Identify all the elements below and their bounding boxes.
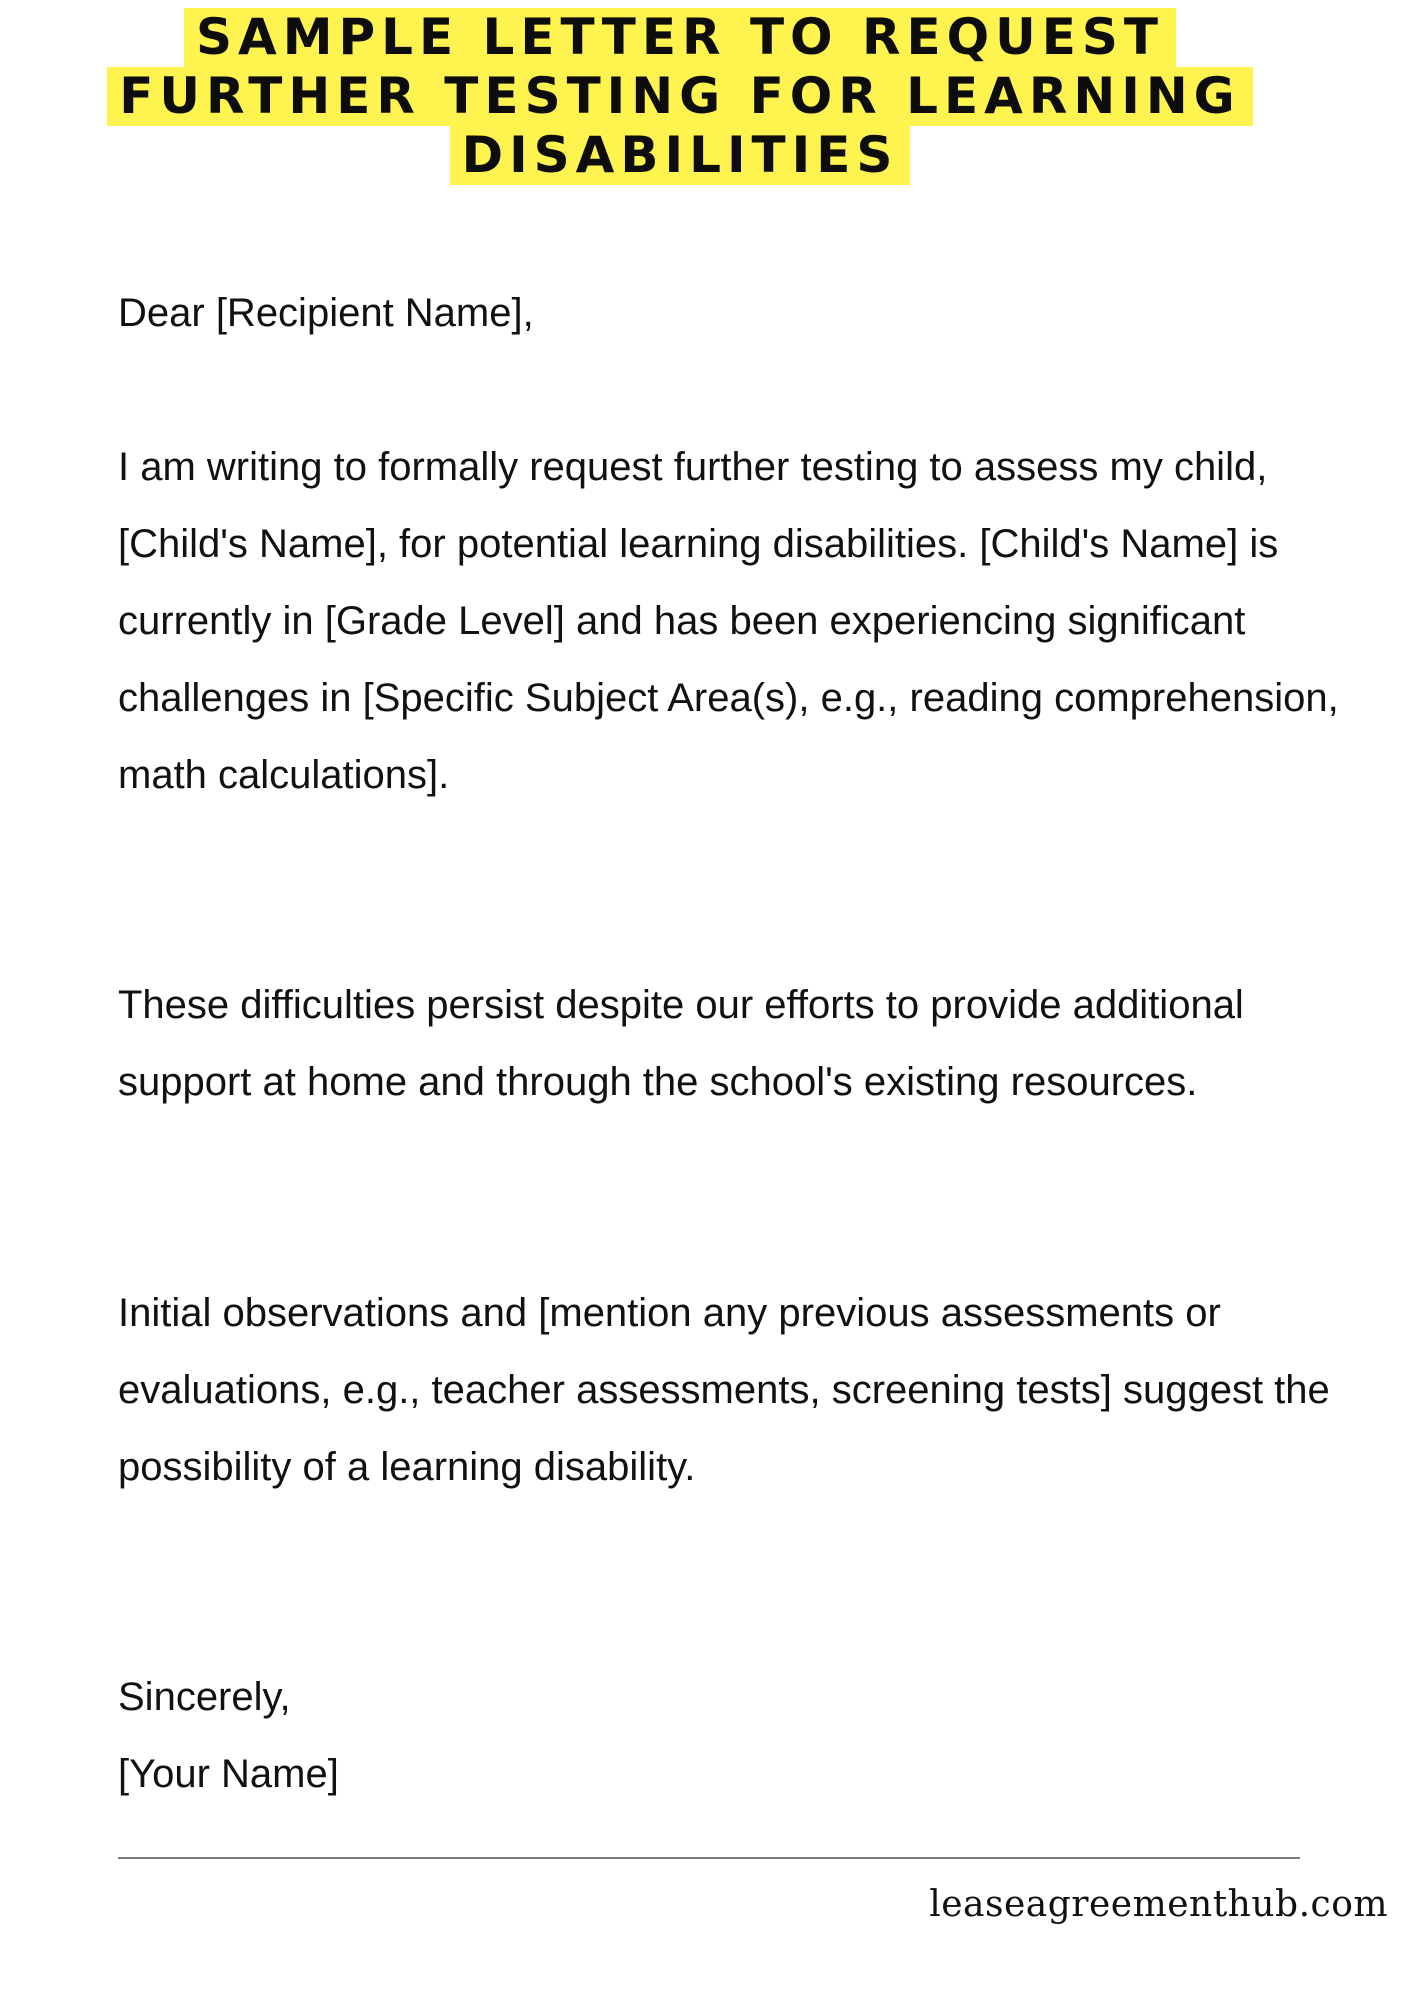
letter-salutation: Dear [Recipient Name],	[118, 291, 534, 335]
letter-closing: Sincerely,	[118, 1675, 291, 1719]
title-line-2: FURTHER TESTING FOR LEARNING	[107, 67, 1252, 126]
letter-paragraph-difficulties: These difficulties persist despite our efforts to provide additional support at home and through the school's existing resources.	[118, 983, 1244, 1104]
footer-site-name: leaseagreementhub.com	[929, 1884, 1388, 1925]
letter-paragraph-request: I am writing to formally request further testing to assess my child, [Child's Name], for potential learning disabilities. [Child's Name] is currently in [Grade Level] and has been experiencing significant challenges in [Specific Subject Area(s), e.g., reading comprehension, math calculations].	[118, 445, 1339, 797]
title-line-3: DISABILITIES	[450, 126, 911, 185]
title-line-1: SAMPLE LETTER TO REQUEST	[184, 8, 1176, 67]
letter-signature: [Your Name]	[118, 1752, 339, 1796]
footer-divider	[118, 1857, 1300, 1859]
page-title	[0, 8, 1360, 185]
letter-paragraph-observations: Initial observations and [mention any previous assessments or evaluations, e.g., teacher assessments, screening tests] suggest the possibility of a learning disability.	[118, 1291, 1330, 1489]
